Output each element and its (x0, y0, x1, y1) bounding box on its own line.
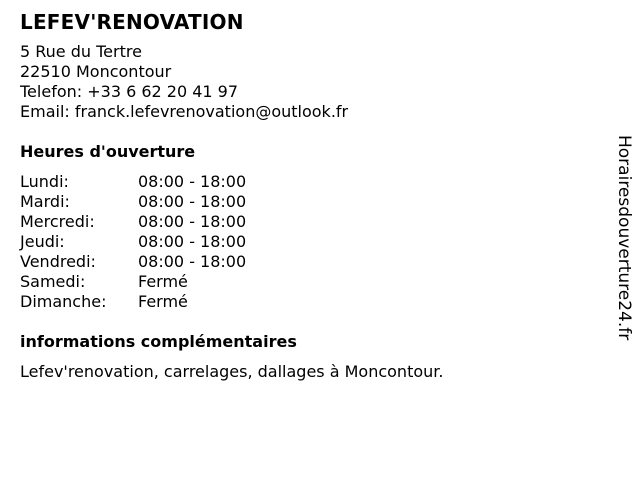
opening-hours-heading: Heures d'ouverture (20, 142, 196, 161)
hours-day: Jeudi: (20, 232, 65, 251)
phone-number: Telefon: +33 6 62 20 41 97 (20, 82, 239, 101)
address-city: 22510 Moncontour (20, 62, 172, 81)
business-info-card (20, 10, 580, 382)
hours-time: 08:00 - 18:00 (138, 172, 247, 191)
hours-time: Fermé (138, 292, 188, 311)
hours-time: 08:00 - 18:00 (138, 192, 247, 211)
hours-time: 08:00 - 18:00 (138, 232, 247, 251)
business-name: LEFEV'RENOVATION (20, 10, 244, 34)
hours-day: Mercredi: (20, 212, 95, 231)
site-watermark: Horairesdouverture24.fr (614, 135, 634, 341)
hours-day: Mardi: (20, 192, 70, 211)
hours-row-sunday (20, 292, 580, 312)
address-street: 5 Rue du Tertre (20, 42, 142, 61)
hours-day: Lundi: (20, 172, 69, 191)
hours-time: Fermé (138, 272, 188, 291)
hours-row-monday (20, 172, 580, 192)
additional-info-heading: informations complémentaires (20, 332, 297, 351)
hours-row-saturday (20, 272, 580, 292)
hours-row-friday (20, 252, 580, 272)
hours-day: Vendredi: (20, 252, 96, 271)
business-description: Lefev'renovation, carrelages, dallages à Moncontour. (20, 362, 444, 381)
hours-time: 08:00 - 18:00 (138, 212, 247, 231)
hours-row-wednesday (20, 212, 580, 232)
opening-hours-table (20, 172, 580, 312)
hours-row-tuesday (20, 192, 580, 212)
hours-row-thursday (20, 232, 580, 252)
email-address: Email: franck.lefevrenovation@outlook.fr (20, 102, 349, 121)
hours-day: Samedi: (20, 272, 86, 291)
hours-time: 08:00 - 18:00 (138, 252, 247, 271)
hours-day: Dimanche: (20, 292, 107, 311)
